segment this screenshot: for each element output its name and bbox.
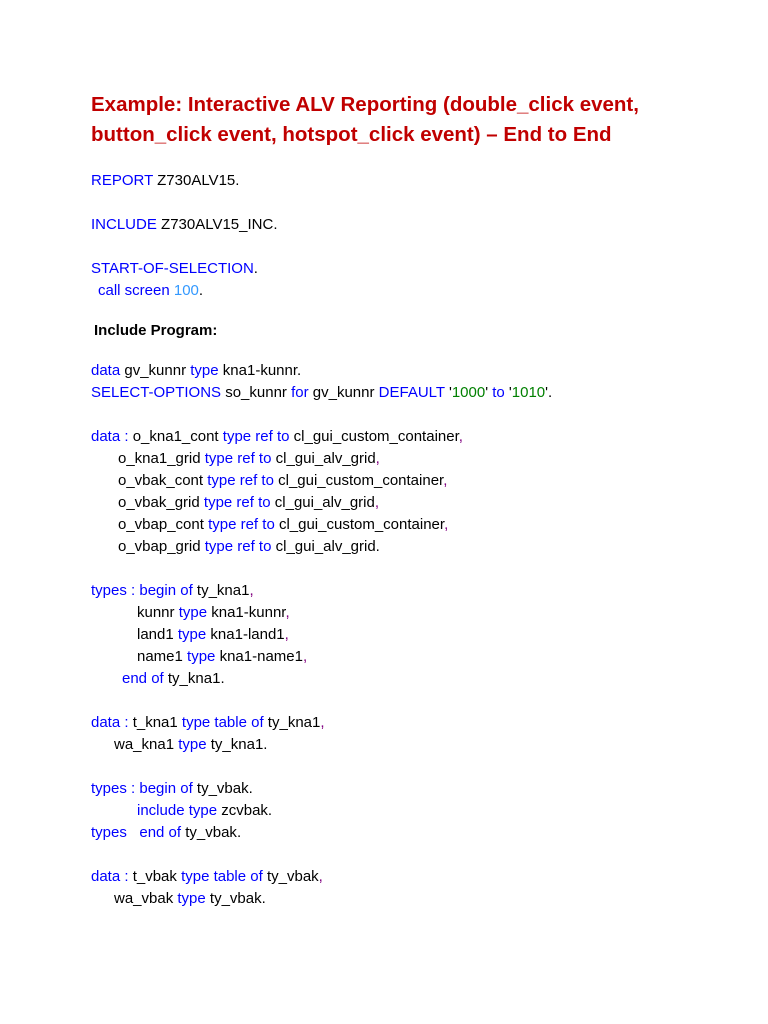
code-token: type [178, 604, 208, 621]
code-token: . [263, 736, 268, 753]
code-token: ty_kna1 [206, 736, 264, 753]
code-token: o_kna1_cont [128, 428, 223, 445]
code-token: type ref to [222, 428, 290, 445]
code-token: . [375, 538, 380, 555]
code-token: o_vbak_cont [118, 472, 208, 489]
code-token: o_vbap_cont [118, 516, 209, 533]
code-token: . [198, 282, 204, 299]
code-token: kunnr [137, 604, 179, 621]
code-token: kna1 [218, 362, 256, 379]
code-token: ty_vbak [181, 824, 237, 841]
code-token: , [320, 714, 325, 731]
code-token: ' [504, 384, 512, 401]
document-title: Example: Interactive ALV Reporting (double_click event, button_click event, hotspot_click event) – End to End [91, 93, 639, 146]
code-token: ty_vbak [205, 890, 262, 907]
code-token: , [444, 516, 449, 533]
code-token: land1 [137, 626, 178, 643]
code-token: , [285, 604, 290, 621]
code-line [91, 426, 463, 448]
code-token: , [302, 648, 308, 665]
code-token: kunnr [260, 362, 298, 379]
section-heading [94, 320, 217, 342]
code-token: Z730ALV15 [152, 172, 236, 189]
code-token: kna1 [206, 626, 243, 643]
code-line [118, 536, 380, 558]
code-token: , [443, 472, 448, 489]
code-token: SELECT-OPTIONS [91, 384, 222, 401]
code-token: , [375, 450, 380, 467]
code-token: ty_vbak [262, 868, 319, 885]
code-token: '. [545, 384, 553, 401]
code-token: cl_gui_custom_container [289, 428, 459, 445]
code-token: - [243, 604, 249, 621]
code-line [91, 712, 325, 734]
code-token: data : [91, 428, 129, 445]
code-token: kna1 [215, 648, 253, 665]
code-token: type [178, 736, 207, 753]
code-token: . [248, 780, 253, 797]
code-token: data [91, 362, 121, 379]
code-line [91, 360, 301, 382]
code-token: types : begin of [91, 582, 193, 599]
code-token: data : [91, 868, 129, 885]
code-token: type ref to [208, 516, 275, 533]
code-token: data : [91, 714, 129, 731]
code-token: type ref to [204, 450, 272, 467]
code-token: o_vbak_grid [118, 494, 204, 511]
code-token: cl_gui_custom_container [274, 516, 445, 533]
code-token: to [492, 384, 505, 401]
code-token: t_kna1 [128, 714, 182, 731]
code-line [114, 734, 267, 756]
code-token: include type [137, 802, 218, 819]
code-token: gv_kunnr [308, 384, 379, 401]
code-token: INCLUDE [91, 216, 157, 233]
code-line [137, 624, 289, 646]
code-line [122, 668, 225, 690]
code-token: ty_kna1 [192, 582, 250, 599]
code-token: kunnr [248, 604, 286, 621]
code-token: . [297, 362, 302, 379]
code-token: ty_kna1 [163, 670, 221, 687]
code-token: cl_gui_alv_grid [271, 538, 376, 555]
code-token: 1010 [511, 384, 546, 401]
code-token: 1000 [451, 384, 486, 401]
code-token: t_vbak [128, 868, 182, 885]
code-token: type table of [181, 868, 263, 885]
code-token: type [190, 362, 219, 379]
code-token: type ref to [203, 494, 271, 511]
code-token: types : begin of [91, 780, 193, 797]
code-token: 100 [173, 282, 199, 299]
code-token: name1 [137, 648, 188, 665]
code-token: , [249, 582, 254, 599]
code-token: land1 [247, 626, 285, 643]
code-token: cl_gui_alv_grid [271, 450, 376, 467]
code-token: , [284, 626, 289, 643]
code-token: - [255, 362, 261, 379]
code-token: o_vbap_grid [118, 538, 205, 555]
code-token: REPORT [91, 172, 153, 189]
code-token: DEFAULT [378, 384, 445, 401]
code-line [91, 778, 253, 800]
code-token: . [273, 216, 278, 233]
code-line [91, 170, 239, 192]
code-line [118, 514, 448, 536]
code-token: - [242, 626, 248, 643]
code-token: . [235, 172, 240, 189]
code-line [91, 580, 254, 602]
code-line [137, 602, 290, 624]
code-token: cl_gui_alv_grid [270, 494, 375, 511]
code-token: type table of [181, 714, 264, 731]
code-line [118, 492, 379, 514]
code-token: , [374, 494, 380, 511]
code-token: Z730ALV15_INC [156, 216, 274, 233]
code-token: Include Program: [94, 322, 218, 339]
code-line [91, 214, 278, 236]
code-token: name1 [257, 648, 303, 665]
code-token: kna1 [207, 604, 244, 621]
code-line [118, 448, 380, 470]
code-token: ' [485, 384, 493, 401]
code-line [118, 470, 447, 492]
code-token: wa_kna1 [114, 736, 179, 753]
code-line [91, 382, 552, 404]
code-token: ' [444, 384, 452, 401]
code-token: for [291, 384, 309, 401]
code-token: . [267, 802, 273, 819]
code-token: type [187, 648, 216, 665]
code-token: wa_vbak [114, 890, 178, 907]
code-token: START-OF-SELECTION [91, 260, 254, 277]
code-token: cl_gui_custom_container [273, 472, 444, 489]
code-token: . [253, 260, 258, 277]
code-token: . [236, 824, 242, 841]
code-token: ty_vbak [192, 780, 249, 797]
code-token: types end of [91, 824, 182, 841]
code-token: ty_kna1 [263, 714, 321, 731]
code-token: call screen [98, 282, 174, 299]
code-token: o_kna1_grid [118, 450, 205, 467]
code-token: type [177, 890, 206, 907]
code-line [91, 866, 323, 888]
code-line [98, 280, 203, 302]
code-line [114, 888, 266, 910]
code-line [137, 646, 307, 668]
code-line [91, 822, 241, 844]
code-token: type [177, 626, 207, 643]
code-token: gv_kunnr [120, 362, 191, 379]
code-token: type ref to [207, 472, 274, 489]
code-line [137, 800, 272, 822]
code-token: . [220, 670, 225, 687]
code-token: , [318, 868, 323, 885]
code-token: - [252, 648, 258, 665]
code-token: . [261, 890, 266, 907]
code-token: end of [122, 670, 164, 687]
code-token: zcvbak [217, 802, 268, 819]
code-token: so_kunnr [221, 384, 292, 401]
code-token: type ref to [204, 538, 272, 555]
code-line [91, 258, 258, 280]
code-token: , [458, 428, 463, 445]
